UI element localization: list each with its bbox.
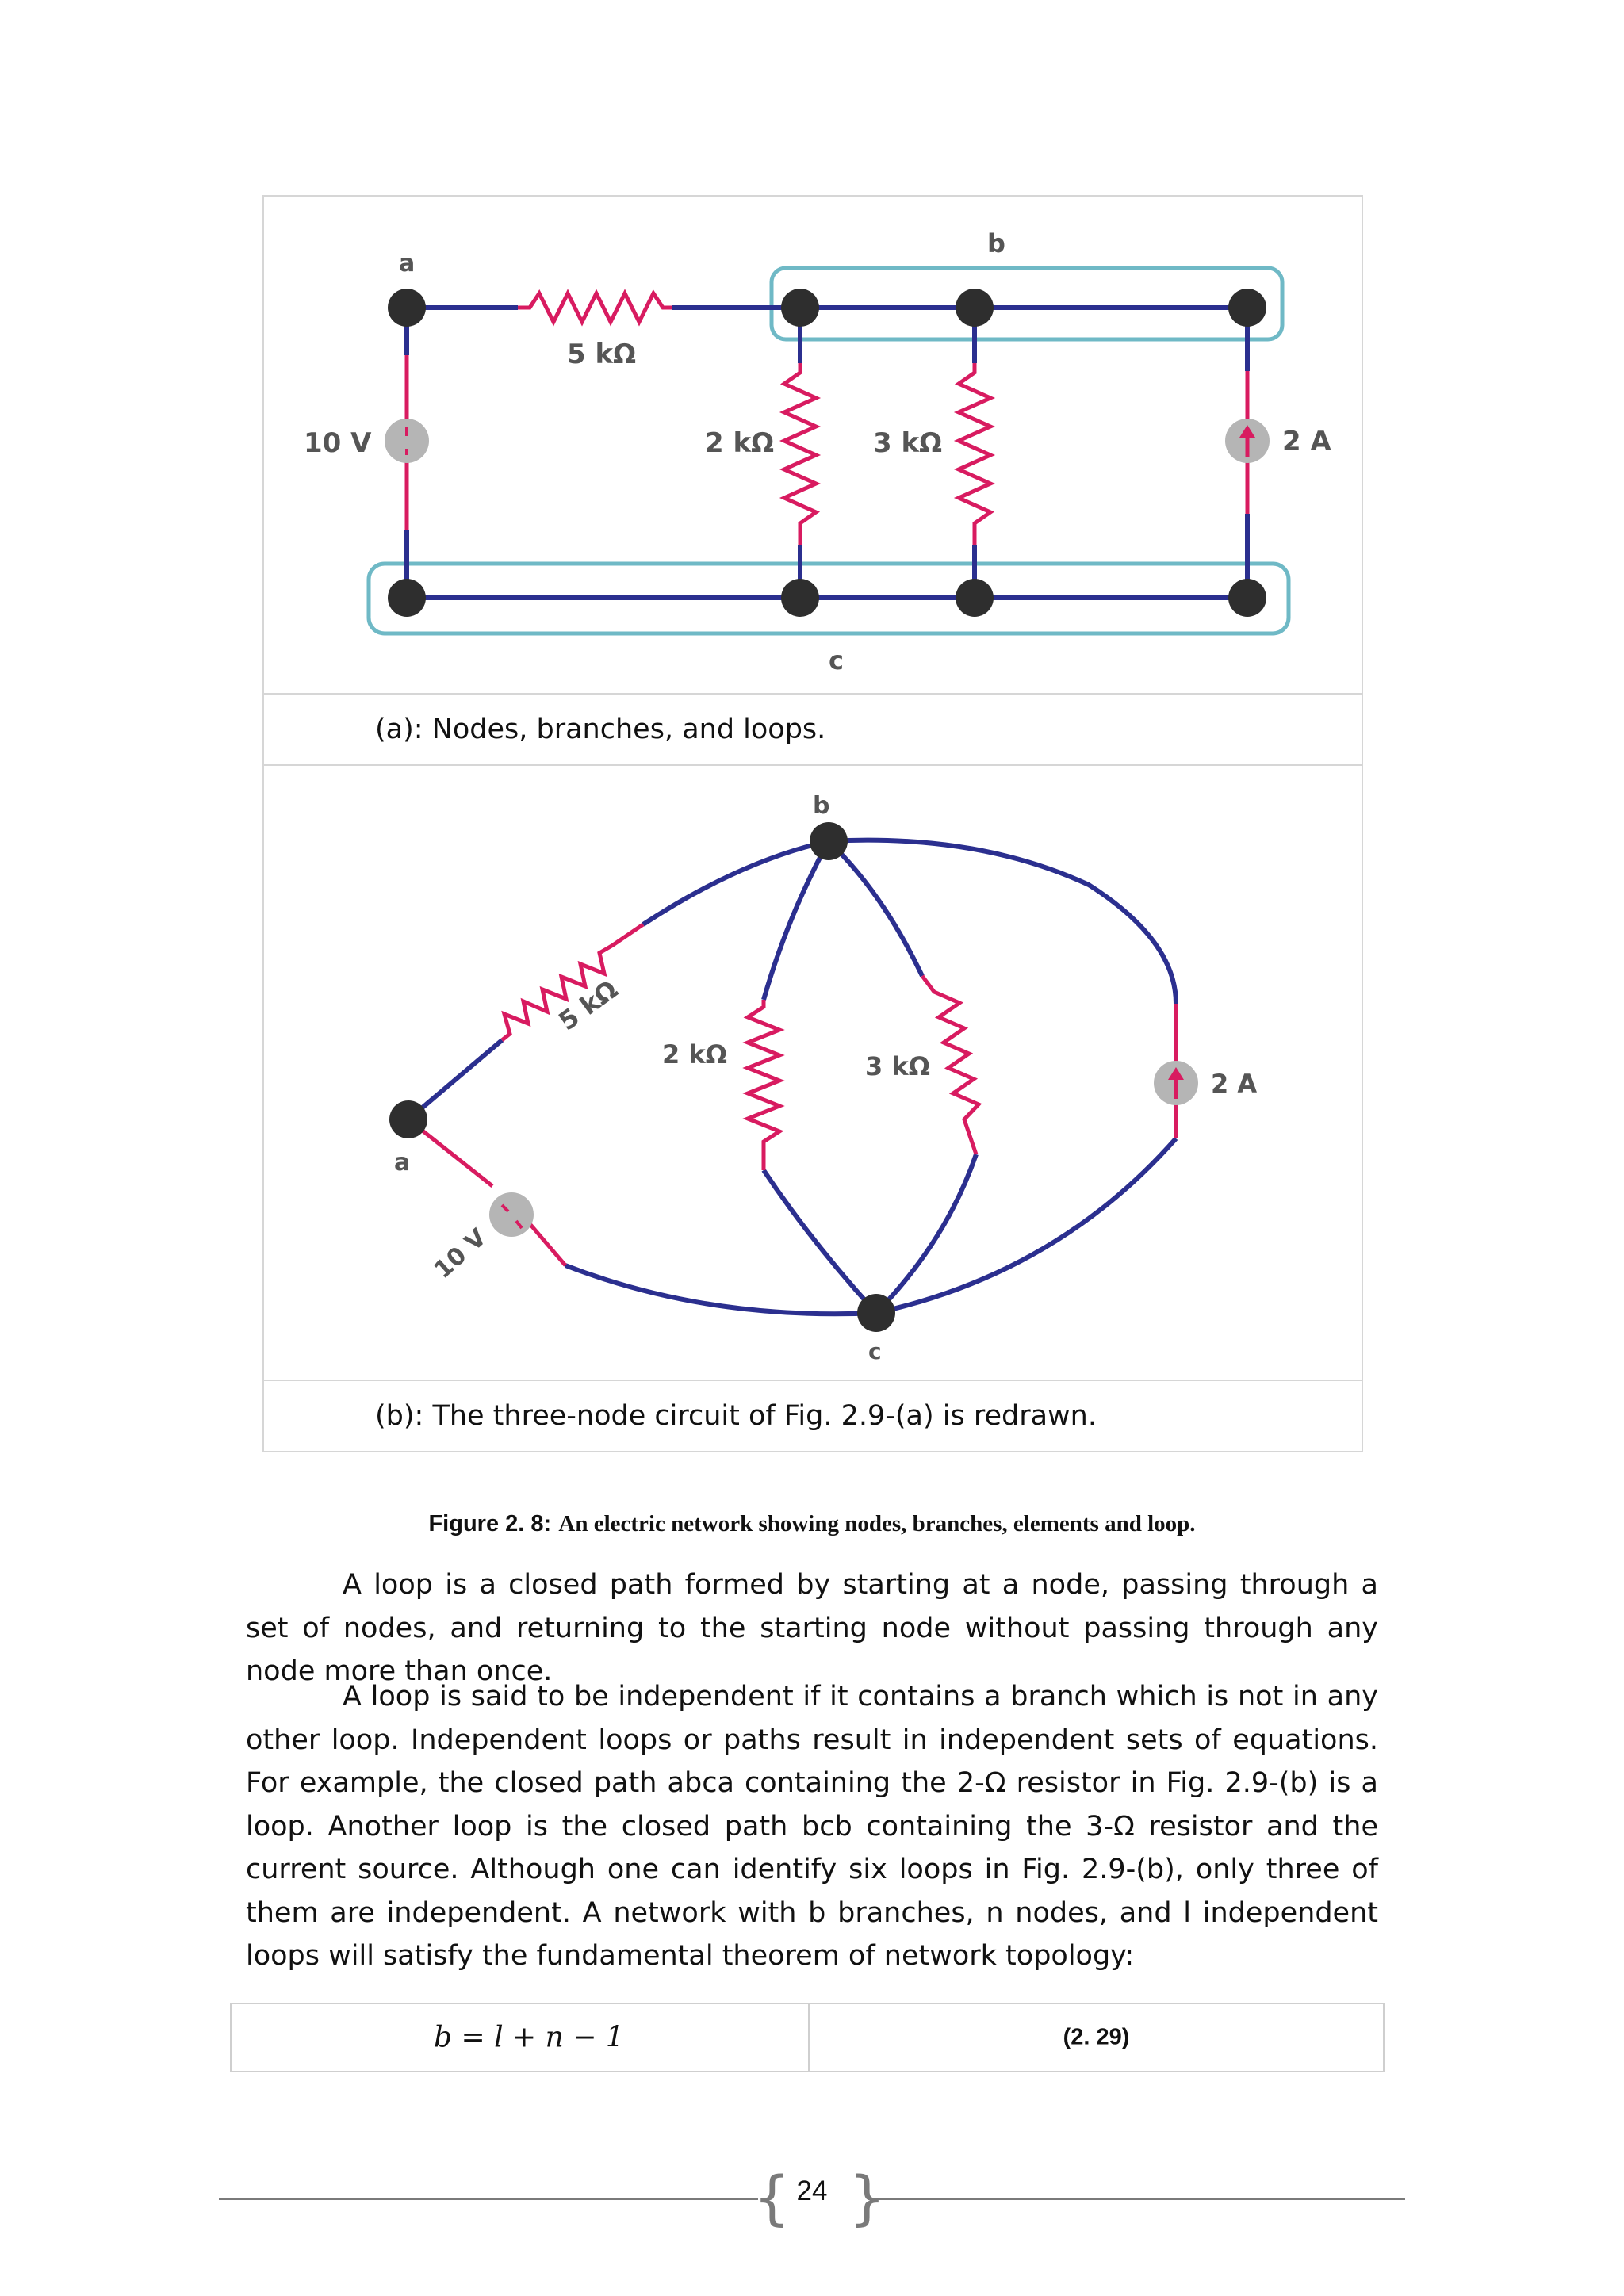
figure-a-caption: (a): Nodes, branches, and loops.	[375, 714, 826, 745]
circuit-diagram-b	[264, 766, 1362, 1380]
vsrc-label: 10 V	[304, 427, 372, 459]
r1-label: 5 kΩ	[567, 339, 637, 370]
right-brace-icon: }	[848, 2164, 887, 2233]
left-brace-icon: {	[753, 2164, 791, 2233]
figure-table	[262, 195, 1363, 1452]
node-c-label: c	[829, 645, 844, 675]
r3-label: 3 kΩ	[865, 1051, 930, 1081]
node-c1	[388, 579, 426, 617]
isrc-label: 2 A	[1211, 1069, 1258, 1099]
equation-table	[230, 2003, 1385, 2072]
figure-caption-text: An electric network showing nodes, branches, elements and loop.	[558, 1511, 1196, 1536]
current-source	[1225, 419, 1270, 463]
node-a	[389, 1100, 427, 1138]
voltage-source	[385, 419, 429, 463]
r2-label: 2 kΩ	[705, 427, 775, 459]
page-number: 24	[796, 2175, 828, 2206]
r3-label: 3 kΩ	[873, 427, 943, 459]
vsrc-label: 10 V	[428, 1223, 492, 1284]
node-c4	[1228, 579, 1266, 617]
node-b-label: b	[813, 792, 830, 820]
r1-label: 5 kΩ	[553, 974, 623, 1037]
figure-b-caption-cell	[264, 1381, 1362, 1451]
node-c3	[956, 579, 994, 617]
equation-number-cell	[810, 2004, 1383, 2071]
node-a	[388, 289, 426, 327]
voltage-source	[489, 1192, 534, 1237]
figure-a-panel	[264, 197, 1362, 695]
equation-number: (2. 29)	[1063, 2024, 1130, 2050]
equation: b = l + n − 1	[434, 2021, 624, 2054]
node-c2	[781, 579, 819, 617]
equation-cell	[232, 2004, 810, 2071]
resistor-3k	[922, 976, 979, 1154]
isrc-label: 2 A	[1282, 426, 1331, 457]
node-b	[810, 822, 848, 860]
node-b-highlight	[772, 268, 1282, 339]
resistor-2k	[784, 363, 816, 545]
node-c-label: c	[868, 1338, 882, 1364]
figure-caption-label: Figure 2. 8:	[428, 1511, 552, 1536]
figure-b-caption: (b): The three-node circuit of Fig. 2.9-(a) is redrawn.	[375, 1400, 1097, 1432]
node-a-label: a	[394, 1149, 411, 1177]
node-b-label: b	[987, 228, 1005, 258]
node-a-label: a	[399, 250, 416, 277]
resistor-2k	[748, 1000, 779, 1170]
circuit-diagram-a	[264, 197, 1362, 693]
figure-a-caption-cell	[264, 695, 1362, 766]
paragraph-independent-loops: A loop is said to be independent if it contains a branch which is not in any other loop. Independent loops or paths result in independent sets of equations. For example, the closed path abca containing the 2-Ω resistor in Fig. 2.9-(b) is a loop. Another loop is the closed path bcb containing the 3-Ω resistor and the current source. Although one can identify six loops in Fig. 2.9-(b), only three of them are independent. A network with b branches, n nodes, and l independent loops will satisfy the fundamental theorem of network topology:	[246, 1681, 1378, 1972]
resistor-5k	[518, 293, 672, 322]
r2-label: 2 kΩ	[662, 1039, 727, 1070]
node-c	[857, 1294, 895, 1332]
resistor-3k	[959, 363, 990, 545]
figure-b-panel	[264, 766, 1362, 1381]
figure-caption	[0, 1510, 1624, 1537]
paragraph-loop-definition: A loop is a closed path formed by starting at a node, passing through a set of nodes, and returning to the starting node without passing through any node more than once.	[246, 1569, 1378, 1687]
node-b3	[1228, 289, 1266, 327]
current-source	[1154, 1061, 1198, 1105]
node-b1	[781, 289, 819, 327]
node-b2	[956, 289, 994, 327]
